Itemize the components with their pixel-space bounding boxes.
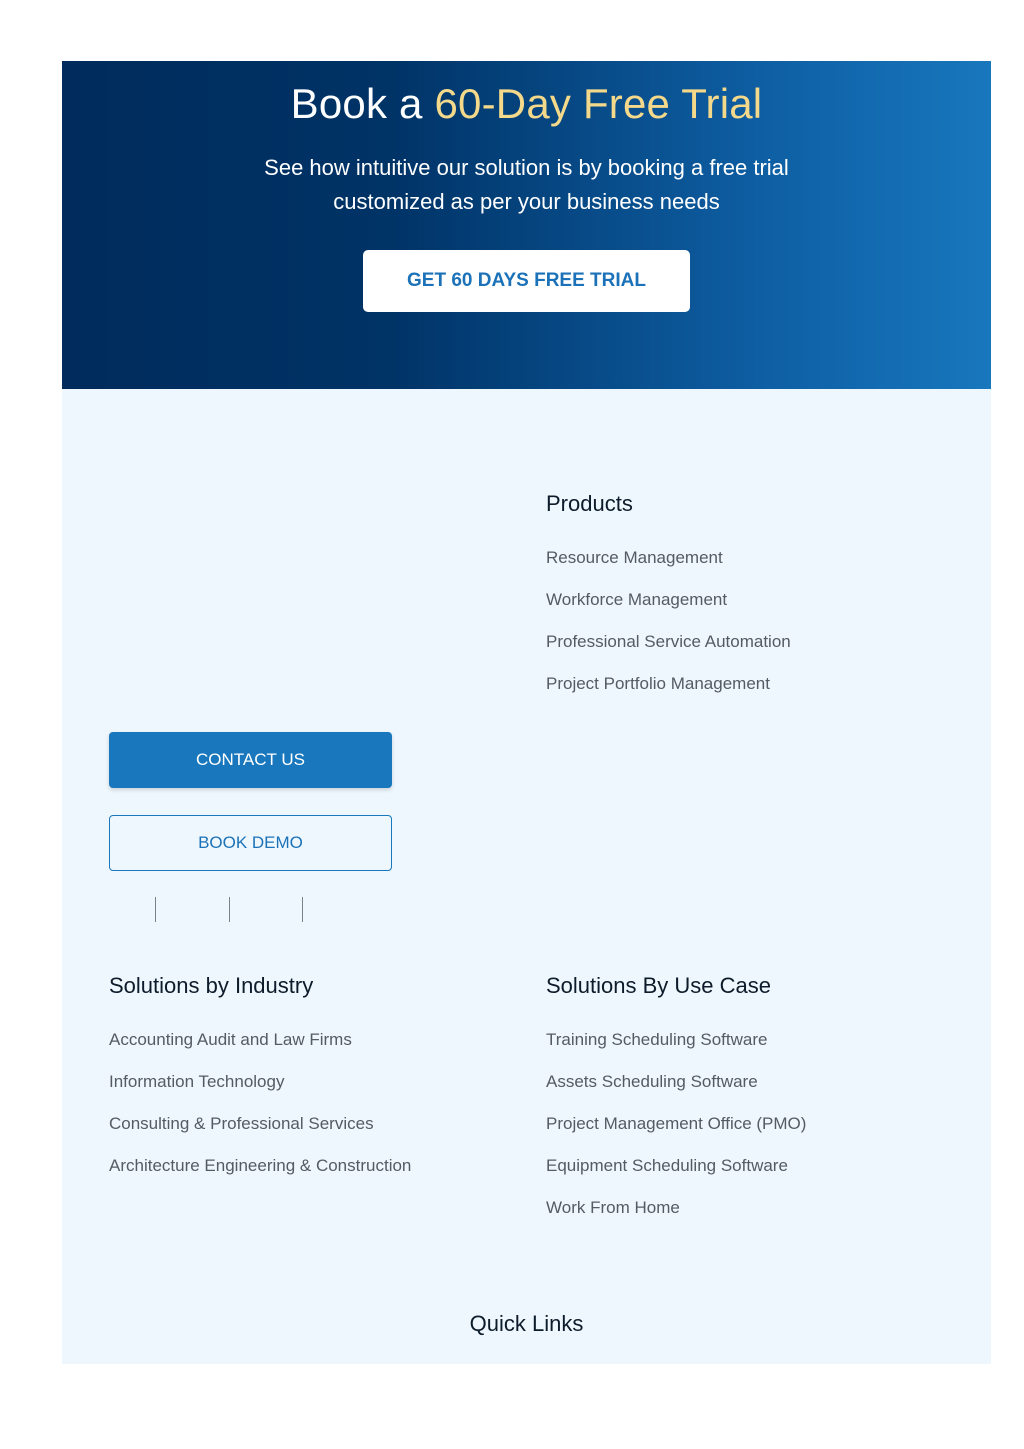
banner-title <box>62 79 991 129</box>
free-trial-banner <box>62 61 991 389</box>
social-divider <box>229 897 230 922</box>
use-case-link-assets[interactable]: Assets Scheduling Software <box>546 1072 758 1091</box>
page-container <box>62 61 991 1364</box>
products-list <box>546 547 791 715</box>
banner-subtitle-line1: See how intuitive our solution is by booking a free trial <box>264 155 789 180</box>
use-case-link-equipment[interactable]: Equipment Scheduling Software <box>546 1156 788 1175</box>
industry-link-architecture[interactable]: Architecture Engineering & Construction <box>109 1156 412 1175</box>
industry-link-consulting[interactable]: Consulting & Professional Services <box>109 1114 374 1133</box>
use-case-heading: Solutions By Use Case <box>546 973 771 998</box>
use-case-link-pmo[interactable]: Project Management Office (PMO) <box>546 1114 807 1133</box>
industry-list <box>109 1029 411 1197</box>
contact-us-button[interactable]: CONTACT US <box>109 732 392 788</box>
industry-link-information-technology[interactable]: Information Technology <box>109 1072 285 1091</box>
products-link-resource-management[interactable]: Resource Management <box>546 548 723 567</box>
use-case-list <box>546 1029 806 1239</box>
quick-links-heading: Quick Links <box>469 1311 584 1336</box>
banner-title-highlight: 60-Day Free Trial <box>434 80 763 127</box>
industry-heading: Solutions by Industry <box>109 973 314 998</box>
products-link-professional-service-automation[interactable]: Professional Service Automation <box>546 632 791 651</box>
book-demo-button[interactable]: BOOK DEMO <box>109 815 392 871</box>
banner-title-prefix: Book a <box>290 80 435 127</box>
footer-panel <box>62 389 991 1364</box>
use-case-link-work-from-home[interactable]: Work From Home <box>546 1198 680 1217</box>
industry-link-accounting[interactable]: Accounting Audit and Law Firms <box>109 1030 352 1049</box>
get-free-trial-button[interactable]: GET 60 DAYS FREE TRIAL <box>363 250 690 312</box>
banner-subtitle <box>62 151 991 219</box>
social-divider <box>302 897 303 922</box>
social-divider <box>155 897 156 922</box>
use-case-link-training[interactable]: Training Scheduling Software <box>546 1030 768 1049</box>
products-link-workforce-management[interactable]: Workforce Management <box>546 590 728 609</box>
banner-subtitle-line2: customized as per your business needs <box>333 189 720 214</box>
products-link-project-portfolio-management[interactable]: Project Portfolio Management <box>546 674 770 693</box>
products-heading: Products <box>546 491 633 516</box>
